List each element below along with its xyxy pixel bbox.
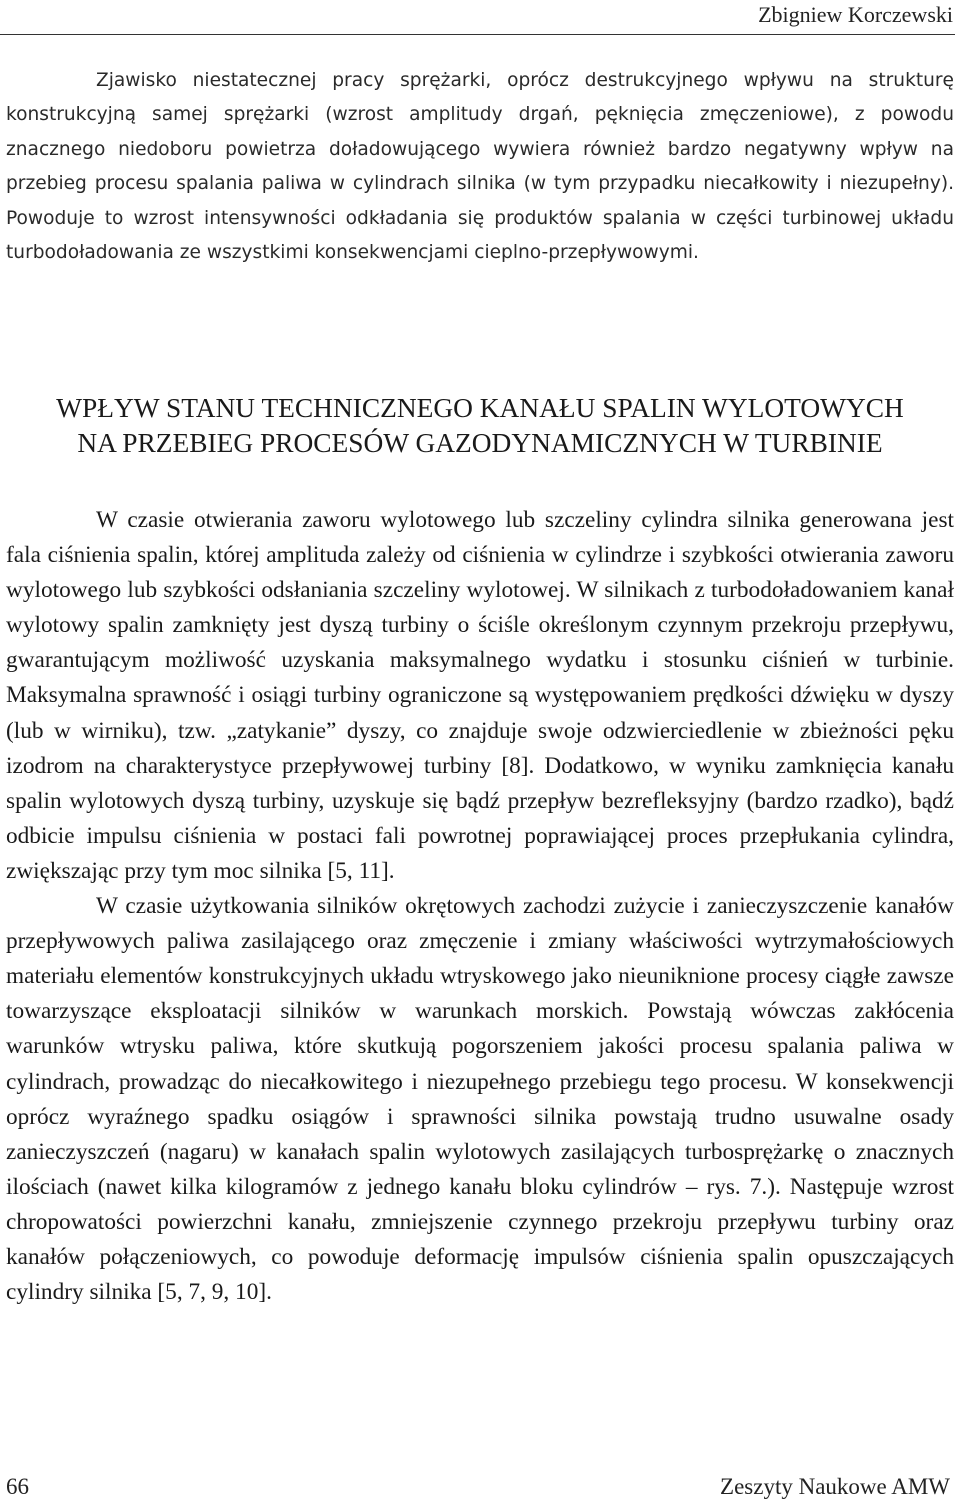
page-number: 66: [6, 1474, 29, 1499]
section-heading-line-1: WPŁYW STANU TECHNICZNEGO KANAŁU SPALIN WYLOTOWYCH: [56, 393, 904, 423]
body-section: [6, 503, 954, 1310]
intro-paragraph: Zjawisko niestatecznej pracy sprężarki, oprócz destrukcyjnego wpływu na strukturę konstrukcyjną samej sprężarki (wzrost amplitudy drgań, pęknięcia zmęczeniowe), z powodu znacznego niedoboru powietrza doładowującego wywiera również bardzo negatywny wpływ na przebieg procesu spalania paliwa w cylindrach silnika (w tym przypadku niecałkowity i niezupełny). Powoduje to wzrost intensywności odkładania się produktów spalania w części turbinowej układu turbodoładowania ze wszystkimi konsekwencjami cieplno-przepływowymi.: [6, 70, 954, 264]
section-heading-line-2: NA PRZEBIEG PROCESÓW GAZODYNAMICZNYCH W TURBINIE: [77, 428, 883, 458]
body-paragraph-1: W czasie otwierania zaworu wylotowego lub szczeliny cylindra silnika generowana jest fala ciśnienia spalin, której amplituda zależy od ciśnienia w cylindrze i szybkości otwierania zaworu wylotowego lub szybkości odsłaniania szczeliny wylotowej. W silnikach z turbodoładowaniem kanał wylotowy spalin zamknięty jest dyszą turbiny o ściśle określonym czynnym przekroju przepływu, gwarantującym możliwość uzyskania maksymalnego wydatku i stosunku ciśnień w turbinie. Maksymalna sprawność i osiągi turbiny ograniczone są występowaniem prędkości dźwięku w dyszy (lub w wirniku), tzw. „zatykanie” dyszy, co znajduje swoje odzwierciedlenie w zbieżności pęku izodrom na charakterystyce przepływowej turbiny [8]. Dodatkowo, w wyniku zamknięcia kanału spalin wylotowych dyszą turbiny, uzyskuje się bądź przepływ bezrefleksyjny (bardzo rzadko), bądź odbicie impulsu ciśnienia w postaci fali powrotnej poprawiającej proces przepłukania cylindra, zwiększając przy tym moc silnika [5, 11].: [6, 507, 954, 884]
journal-name: Zeszyty Naukowe AMW: [720, 1474, 950, 1499]
intro-section: [6, 64, 954, 270]
page-header: [0, 0, 955, 35]
running-head-author: Zbigniew Korczewski: [758, 2, 953, 27]
body-paragraph-2: W czasie użytkowania silników okrętowych zachodzi zużycie i zanieczyszczenie kanałów przepływowych paliwa zasilającego oraz zmęczenie i zmiany właściwości wytrzymałościowych materiału elementów konstrukcyjnych układu wtryskowego jako nieuniknione procesy ciągłe zawsze towarzyszące eksploatacji silników w warunkach morskich. Powstają wówczas zakłócenia warunków wtrysku paliwa, które skutkują pogorszeniem jakości procesu spalania paliwa w cylindrach, prowadząc do niecałkowitego i niezupełnego przebiegu tego procesu. W konsekwencji oprócz wyraźnego spadku osiągów i sprawności silnika powstają trudno usuwalne osady zanieczyszczeń (nagaru) w kanałach spalin wylotowych zasilających turbosprężarkę o znacznych ilościach (nawet kilka kilogramów z jednego kanału bloku cylindrów – rys. 7.). Następuje wzrost chropowatości powierzchni kanału, zmniejszenie czynnego przekroju przepływu turbiny oraz kanałów połączeniowych, co powoduje deformację impulsów ciśnienia spalin opuszczających cylindry silnika [5, 7, 9, 10].: [6, 893, 954, 1306]
section-heading: [0, 391, 960, 461]
